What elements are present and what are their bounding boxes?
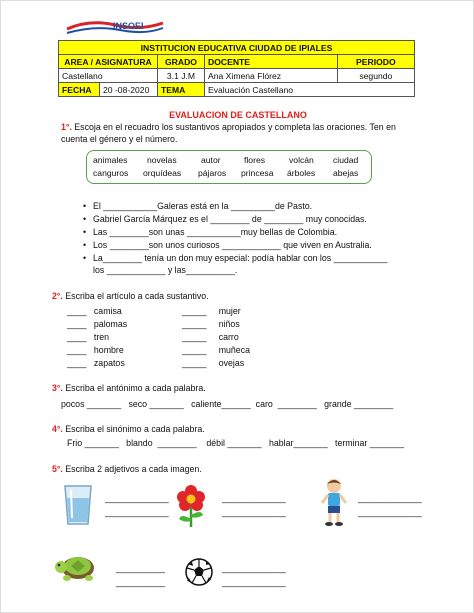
q3-number: 3°. [52,383,63,393]
q3-instruction [52,383,206,394]
answer-line: _____________ [222,493,286,503]
fecha-label: FECHA [59,83,100,96]
fecha-value: 20 -08-2020 [103,84,150,95]
q4-text: Escriba el sinónimo a cada palabra. [62,424,205,434]
q1-text-1: Escoja en el recuadro los sustantivos apropiados y completa las oraciones. Ten en [71,122,396,132]
word: pájaros [198,168,227,178]
word-box [86,150,372,184]
article-item-left: ____ tren [67,332,110,342]
docente-value: Ana Ximena Flórez [205,69,338,83]
col-area: AREA / ASIGNATURA [59,55,158,69]
q4-line: Frio _______ blando ________ débil _______ hablar_______ terminar _______ [67,438,404,448]
q4-instruction [52,424,205,435]
header-table [58,40,415,97]
logo-text: INSOEI [113,21,144,31]
col-docente: DOCENTE [205,55,338,69]
answer-line: __________ [116,563,165,573]
q2-text: Escriba el artículo a cada sustantivo. [62,291,209,301]
answer-line: _____________ [105,493,169,503]
answer-line: _____________ [105,507,169,517]
word: canguros [93,168,129,178]
word: novelas [147,155,177,165]
article-item-left: ____ camisa [67,306,122,316]
col-periodo: PERIODO [337,55,414,69]
sentence-4: • Los ________son unos curiosos ____________ que viven en Australia. [93,240,372,250]
word: flores [244,155,266,165]
q1-text-2: cuenta el género y el número. [61,134,178,144]
article-item-right: _____ mujer [182,306,241,316]
q3-text: Escriba el antónimo a cada palabra. [62,383,206,393]
answer-line: _____________ [222,507,286,517]
answer-line: _____________ [358,493,422,503]
q1-instruction [61,122,396,133]
glass-icon [62,484,94,526]
sentence-3: • Las ________son unas ___________muy bellas de Colombia. [93,227,337,237]
word: ciudad [333,155,359,165]
periodo-value: segundo [337,69,414,83]
page-title: EVALUACION DE CASTELLANO [169,110,307,120]
word: árboles [287,168,316,178]
sentence-5-cont: los ____________ y las__________. [93,265,238,275]
institution-name: INSTITUCION EDUCATIVA CIUDAD DE IPIALES [59,41,415,55]
soccer-ball-icon [184,557,214,587]
tema-value: Evaluación Castellano [205,83,415,97]
q3-line: pocos _______ seco _______ caliente______ caro ________ grande ________ [61,399,394,409]
q5-text: Escriba 2 adjetivos a cada imagen. [62,464,202,474]
word: animales [93,155,128,165]
turtle-icon [54,551,102,583]
article-item-right: _____ ovejas [182,358,245,368]
area-value: Castellano [59,69,158,83]
boy-icon [319,477,349,527]
q2-instruction [52,291,209,302]
article-item-left: ____ hombre [67,345,124,355]
word: orquídeas [143,168,182,178]
sentence-2: • Gabriel García Márquez es el ________ de ________ muy conocidas. [93,214,367,224]
answer-line: __________ [116,577,165,587]
q5-instruction [52,464,202,475]
answer-line: _____________ [222,563,286,573]
q5-number: 5°. [52,464,63,474]
article-item-right: _____ carro [182,332,239,342]
q2-number: 2°. [52,291,63,301]
sentence-5: • La________ tenía un don muy especial: podía hablar con los ___________ [93,253,387,263]
word: autor [201,155,221,165]
tema-label: TEMA [158,83,205,97]
q1-number: 1°. [61,122,72,132]
answer-line: _____________ [222,577,286,587]
word: volcán [289,155,314,165]
sentence-1: • El ___________Galeras está en la _________de Pasto. [93,201,312,211]
q4-number: 4°. [52,424,63,434]
word: abejas [333,168,359,178]
article-item-left: ____ palomas [67,319,128,329]
article-item-right: _____ muñeca [182,345,250,355]
answer-line: _____________ [358,507,422,517]
col-grado: GRADO [158,55,205,69]
grado-value: 3.1 J.M [158,69,205,83]
school-logo [65,15,165,37]
flower-icon [173,483,209,529]
article-item-left: ____ zapatos [67,358,125,368]
word: princesa [241,168,274,178]
article-item-right: _____ niños [182,319,240,329]
